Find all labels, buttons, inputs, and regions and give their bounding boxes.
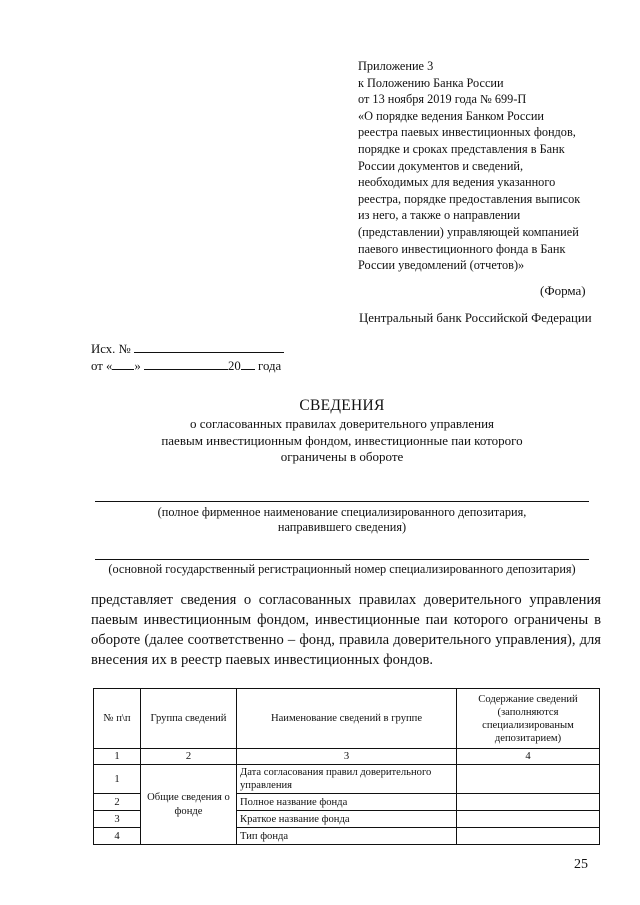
appendix-line: «О порядке ведения Банком России [358, 108, 545, 123]
row-name: Тип фонда [237, 828, 457, 845]
year-suffix: года [254, 359, 282, 373]
appendix-line: порядке и сроках представления в Банк [358, 141, 565, 156]
body-paragraph: представляет сведения о согласованных правилах доверительного управления паевым инвестиционным фондом, инвестиционные паи которого ограничены в обороте (далее соответственно – фонд, правила доверительного управления), для внесения их в реестр паевых инвестиционных фондов. [91, 592, 601, 668]
appendix-header [358, 58, 608, 274]
appendix-line: реестра, порядке предоставления выписок [358, 191, 581, 206]
appendix-line: от 13 ноября 2019 года № 699-П [358, 92, 527, 107]
depositary-name-field[interactable] [95, 501, 589, 502]
row-number: 4 [94, 828, 141, 845]
outgoing-number-line [91, 340, 284, 357]
date-mid: » [134, 359, 141, 373]
day-field[interactable] [112, 357, 134, 370]
appendix-line: (представлении) управляющей компанией [358, 224, 579, 239]
appendix-line: реестра паевых инвестиционных фондов, [358, 125, 576, 140]
addressee: Центральный банк Российской Федерации [359, 311, 592, 325]
row-number: 3 [94, 811, 141, 828]
depositary-name-caption [95, 505, 589, 535]
caption-line: (полное фирменное наименование специализированного депозитария, [157, 505, 527, 519]
year-prefix: 20 [228, 359, 241, 373]
col-header-number: № п\п [94, 689, 141, 749]
row-value[interactable] [457, 811, 600, 828]
document-title: СВЕДЕНИЯ [299, 397, 385, 414]
column-number: 1 [94, 749, 141, 765]
appendix-line: России уведомлений (отчетов)» [358, 258, 525, 273]
column-number: 3 [237, 749, 457, 765]
subtitle-line: паевым инвестиционным фондом, инвестиционные паи которого [161, 432, 523, 448]
row-value[interactable] [457, 828, 600, 845]
caption-line: направившего сведения) [277, 520, 407, 534]
row-value[interactable] [457, 794, 600, 811]
subtitle-line: о согласованных правилах доверительного управления [189, 416, 494, 431]
appendix-line: паевого инвестиционного фонда в Банк [358, 241, 566, 256]
col-header-group: Группа сведений [141, 689, 237, 749]
depositary-ogrn-field[interactable] [95, 559, 589, 560]
form-label: (Форма) [540, 283, 586, 298]
page-number: 25 [574, 857, 588, 872]
table-header-row [94, 689, 600, 749]
column-number-row [94, 749, 600, 765]
outgoing-number-label: Исх. № [91, 342, 131, 356]
appendix-line: из него, а также о направлении [358, 208, 521, 223]
depositary-ogrn-caption: (основной государственный регистрационный номер специализированного депозитария) [108, 562, 576, 576]
info-table [93, 688, 600, 845]
column-number: 4 [457, 749, 600, 765]
row-name: Дата согласования правил доверительного управления [237, 765, 457, 794]
subtitle-line: ограничены в обороте [280, 449, 404, 464]
appendix-line: Приложение 3 [358, 59, 434, 73]
row-number: 1 [94, 765, 141, 794]
year-field[interactable] [241, 357, 255, 370]
column-number: 2 [141, 749, 237, 765]
col-header-content: Содержание сведений (заполняются специализированым депозитарием) [457, 689, 600, 749]
month-field[interactable] [144, 357, 228, 370]
table-row [94, 765, 600, 794]
appendix-line: России документов и сведений, [358, 158, 524, 173]
appendix-line: необходимых для ведения указанного [358, 175, 556, 190]
col-header-name: Наименование сведений в группе [237, 689, 457, 749]
outgoing-number-field[interactable] [134, 340, 284, 353]
document-subtitle [0, 416, 640, 466]
row-name: Краткое название фонда [237, 811, 457, 828]
outgoing-date-line [91, 357, 281, 374]
row-number: 2 [94, 794, 141, 811]
row-name: Полное название фонда [237, 794, 457, 811]
date-prefix: от « [91, 359, 113, 373]
row-value[interactable] [457, 765, 600, 794]
appendix-line: к Положению Банка России [358, 75, 504, 90]
group-cell: Общие сведения о фонде [141, 765, 237, 845]
